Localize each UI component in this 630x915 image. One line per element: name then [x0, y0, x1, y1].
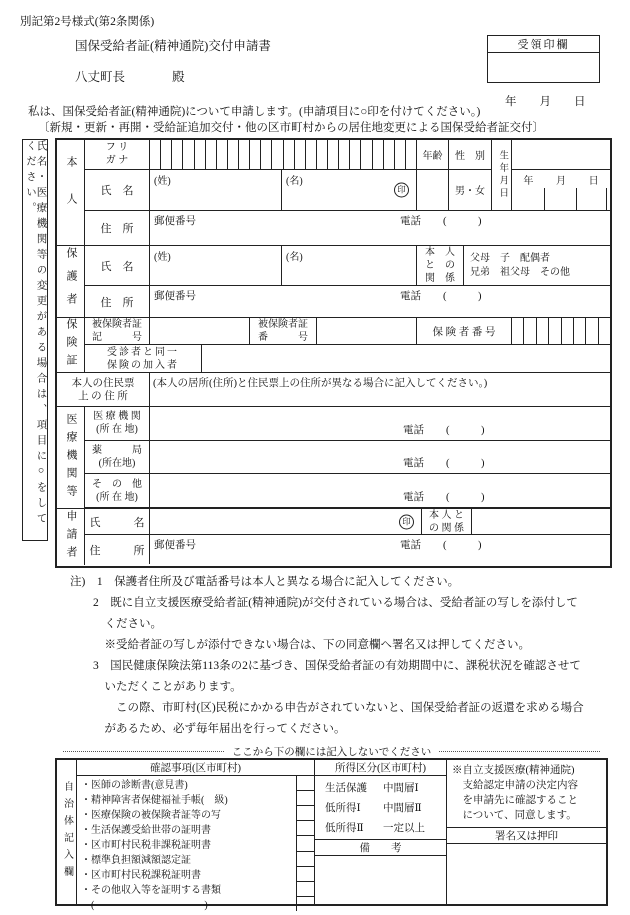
guardian-givenname-cell: (名): [282, 246, 417, 285]
addressee-honorific: 殿: [172, 70, 185, 84]
insurer-number-cell: [549, 318, 561, 344]
medical-row-label: 医 療 機 関: [93, 411, 141, 423]
age-label: 年齢: [417, 140, 449, 169]
furigana-label: フ リ ガ ナ: [85, 140, 150, 169]
medical-row-label: 薬 局: [92, 445, 142, 456]
furigana-cell: [172, 140, 183, 169]
checkbox-cell: [297, 791, 314, 806]
insurer-number-cell: [524, 318, 536, 344]
givenname-cell: (名) 印: [282, 170, 417, 210]
furigana-cell: [206, 140, 217, 169]
note-line: いただくことがあります。: [70, 681, 242, 693]
furigana-cell: [395, 140, 406, 169]
furigana-cell: [328, 140, 339, 169]
income-row: 低所得Ⅱ 一定以上: [325, 822, 425, 834]
checkbox-cell: [297, 806, 314, 821]
same-insured-value: [202, 345, 610, 372]
page-title: 国保受給者証(精神通院)交付申請書: [75, 39, 271, 53]
guardian-name-label: 氏 名: [85, 246, 150, 285]
insurer-number-cells: [512, 318, 610, 344]
receipt-stamp-box: [487, 35, 600, 83]
checkbox-cell: [297, 776, 314, 791]
note-line: 3 国民健康保険法第113条の2に基づき、国保受給者証の有効期間中に、課税状況を確認させて: [70, 660, 581, 672]
confirmation-items: [77, 776, 297, 911]
medical-rows: [85, 407, 610, 508]
insured-number-label: 被保険者証 番 号: [250, 318, 317, 344]
residence-note: (本人の居所(住所)と住民票上の住所が異なる場合に記入してください。): [153, 378, 488, 389]
signature-area: [447, 844, 606, 904]
same-insured-label: 受診者と同一 保険の加入者: [85, 345, 202, 372]
name-label: 氏 名: [85, 170, 150, 210]
filer-group-label: 申請者: [57, 509, 85, 565]
checkbox-cell: [297, 897, 314, 911]
furigana-cell: [161, 140, 172, 169]
medical-row-value: 電話 ( ): [403, 492, 485, 504]
furigana-cell: [195, 140, 206, 169]
confirmation-item: ・標準負担額減額認定証: [81, 855, 191, 866]
confirmation-checkboxes: [297, 776, 314, 911]
furigana-cell: [183, 140, 194, 169]
seal-mark: 印: [394, 182, 409, 197]
guardian-group-label: 保護者: [57, 246, 85, 317]
receipt-stamp-label: 受領印欄: [488, 36, 599, 53]
consent-text: [447, 760, 606, 828]
filer-name-label: 氏 名: [85, 509, 150, 534]
confirmation-item: ・精神障害者保健福祉手帳( 級): [81, 795, 228, 806]
age-value-cell: [417, 170, 449, 210]
income-row: 低所得Ⅰ 中間層Ⅱ: [325, 802, 422, 814]
confirmation-item: ・生活保護受給世帯の証明書: [81, 825, 211, 836]
checkbox-cell: [297, 867, 314, 882]
income-row: 生活保護 中間層Ⅰ: [325, 783, 419, 795]
filer-name-value: [150, 509, 422, 534]
filer-relation-label: 本 人 と の 関 係: [422, 509, 472, 534]
furigana-cell: [239, 140, 250, 169]
filer-address-cell: 郵便番号 電話 ( ): [154, 540, 482, 551]
confirmation-header: 確認事項(区市町村): [77, 760, 314, 776]
residence-label: 本人の住民票 上 の 住 所: [57, 373, 150, 406]
date-line: 年 月 日: [505, 96, 586, 108]
notes-section: [70, 572, 584, 740]
furigana-cell: [373, 140, 384, 169]
birthdate-label: 生年月日: [492, 140, 512, 210]
consent-line: について、同意します。: [452, 810, 577, 821]
confirmation-item: ・医師の診断書(意見書): [81, 780, 188, 791]
confirmation-item: ・その他収入等を証明する書類: [81, 885, 221, 896]
guardian-address-label: 住 所: [85, 286, 150, 317]
note-line: があるため、必ず毎年届出を行ってください。: [70, 723, 346, 735]
income-header: 所得区分(区市町村): [315, 760, 446, 776]
confirmation-item: ( ): [81, 900, 208, 911]
guardian-block: [57, 246, 610, 318]
sex-label: 性 別: [449, 140, 492, 169]
consent-line: ※自立支援医療(精神通院): [452, 765, 575, 776]
surname-cell: (姓): [150, 170, 282, 210]
note-line: 2 既に自立支援医療受給者証(精神通院)が交付されている場合は、受給者証の写しを添付して: [70, 597, 578, 609]
birth-year-col: 年: [512, 170, 545, 210]
address-cell: 郵便番号 電話 ( ): [154, 216, 482, 227]
insured-number-value: [317, 318, 417, 344]
furigana-cell: [217, 140, 228, 169]
furigana-cell: [384, 140, 395, 169]
insurance-block: [57, 318, 610, 373]
intro-line-1: 私は、国保受給者証(精神通院)について申請します。(申請項目に○印を付けてください。): [28, 106, 481, 118]
insurer-number-label: 保 険 者 番 号: [417, 318, 512, 344]
consent-line: を申請先に確認すること: [452, 795, 578, 806]
note-line: ください。: [70, 618, 162, 630]
divider-dash-left: [63, 751, 224, 752]
insurance-group-label: 保険証: [57, 318, 85, 372]
insurer-number-cell: [562, 318, 574, 344]
address-label: 住 所: [85, 211, 150, 245]
checkbox-cell: [297, 882, 314, 897]
consent-line: 支給認定申請の決定内容: [452, 780, 578, 791]
insurer-number-cell: [512, 318, 524, 344]
medical-row: 医 療 機 関 (所 在 地) 電話 ( ): [85, 407, 610, 441]
insured-symbol-label: 被保険者証 記 号: [85, 318, 150, 344]
addressee-line: [75, 67, 185, 85]
furigana-cells: [150, 140, 417, 169]
guardian-relation-label: 本 人 と の 関 係: [417, 246, 464, 285]
confirmation-item: ・医療保険の被保険者証等の写: [81, 810, 221, 821]
checkbox-cell: [297, 852, 314, 867]
note-line: 注) 1 保護者住所及び電話番号は本人と異なる場合に記入してください。: [70, 576, 460, 588]
signature-label: 署名又は押印: [447, 828, 606, 844]
checkbox-cell: [297, 821, 314, 836]
divider-dash-right: [439, 751, 600, 752]
insurer-number-cell: [599, 318, 610, 344]
medical-row-value: 電話 ( ): [403, 458, 485, 470]
birth-month-col: 月: [545, 170, 578, 210]
medical-row: そ の 他 (所 在 地) 電話 ( ): [85, 474, 610, 508]
furigana-cell: [317, 140, 328, 169]
form-id: 別記第2号様式(第2条関係): [20, 16, 155, 28]
furigana-cell: [339, 140, 350, 169]
note-line: ※受給者証の写しが添付できない場合は、下の同意欄へ署名又は押してください。: [70, 639, 530, 651]
furigana-cell: [261, 140, 272, 169]
medical-row-value: 電話 ( ): [403, 424, 485, 436]
remarks-area: [315, 856, 446, 904]
filer-address-label: 住 所: [85, 535, 150, 564]
birth-day-col: 日: [577, 170, 610, 210]
insured-symbol-value: [150, 318, 250, 344]
furigana-cell: [306, 140, 317, 169]
guardian-surname-cell: (姓): [150, 246, 282, 285]
side-note-box: [22, 139, 48, 541]
office-use-table: [55, 758, 608, 911]
confirmation-item: ・区市町村民税非課税証明書: [81, 840, 211, 851]
medical-group-label: 医療機関等: [57, 407, 85, 508]
furigana-cell: [150, 140, 161, 169]
furigana-cell: [250, 140, 261, 169]
sex-options: 男・女: [449, 170, 492, 210]
remarks-label: 備 考: [315, 840, 446, 856]
intro-line-2: 〔新規・更新・再開・受給証追加交付・他の区市町村からの居住地変更による国保受給者証交付〕: [38, 122, 544, 134]
residence-block: [57, 373, 610, 407]
filer-seal-mark: 印: [399, 514, 414, 529]
medical-block: [57, 407, 610, 509]
divider-line: [55, 744, 608, 759]
furigana-cell: [361, 140, 372, 169]
income-rows: [315, 776, 446, 840]
medical-row: 薬 局 (所在地) 電話 ( ): [85, 441, 610, 475]
guardian-address-cell: 郵便番号 電話 ( ): [154, 291, 482, 302]
guardian-relation-options: 父母 子 配偶者 兄弟 祖父母 その他: [470, 252, 570, 278]
applicant-group-label: 本人: [57, 140, 85, 245]
medical-row-label: そ の 他: [92, 478, 142, 490]
furigana-cell: [228, 140, 239, 169]
insurer-number-cell: [574, 318, 586, 344]
insurer-number-cell: [537, 318, 549, 344]
confirmation-item: ・区市町村民税課税証明書: [81, 870, 201, 881]
filer-relation-value: [472, 509, 610, 534]
divider-text: ここから下の欄には記入しないでください: [231, 747, 432, 758]
furigana-cell: [284, 140, 295, 169]
office-side-label: 自治体記入欄: [57, 760, 77, 904]
insurer-number-cell: [586, 318, 598, 344]
furigana-cell: [406, 140, 416, 169]
main-form-table: [55, 138, 612, 568]
checkbox-cell: [297, 836, 314, 851]
addressee-name: 八丈町長: [75, 70, 126, 84]
furigana-cell: [272, 140, 283, 169]
note-line: この際、市町村(区)民税にかかる申告がされていないと、国保受給者証の返還を求める場合: [70, 702, 584, 714]
filer-block: [57, 509, 610, 565]
applicant-block: [57, 140, 610, 246]
furigana-cell: [295, 140, 306, 169]
birthdate-top-blank: [512, 140, 610, 170]
furigana-cell: [350, 140, 361, 169]
side-note-text: 氏名・医療機関等の変更がある場合は、項目に○をしてください。: [25, 140, 47, 528]
